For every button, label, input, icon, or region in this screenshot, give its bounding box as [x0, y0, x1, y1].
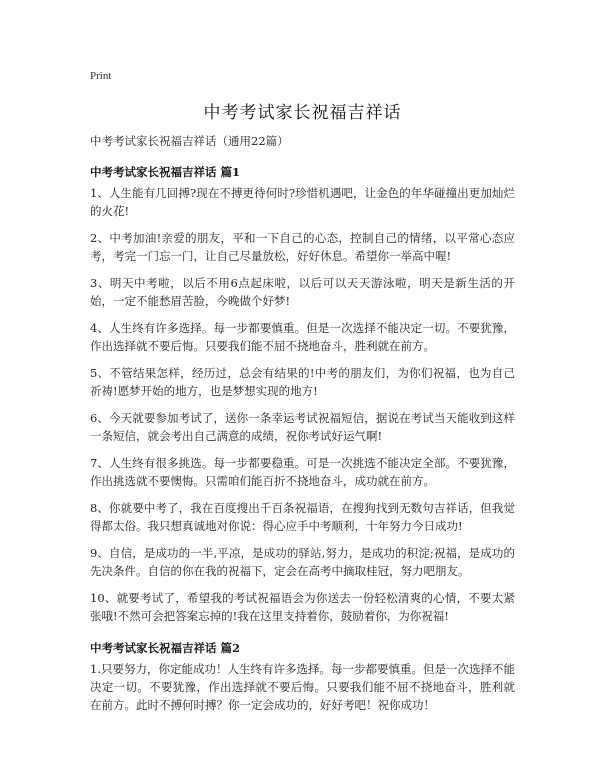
- paragraph-1-6: 6、今天就要参加考试了，送你一条幸运考试祝福短信，据说在考试当天能收到这样一条短信，就会考出自己满意的成绩，祝你考试好运气啊!: [90, 411, 515, 443]
- section-heading-1: 中考考试家长祝福吉祥话 篇1: [90, 165, 241, 179]
- paragraph-1-5: 5、不管结果怎样，经历过，总会有结果的!中考的朋友们，为你们祝福，也为自己祈祷!愿梦开始的地方，也是梦想实现的地方!: [90, 366, 515, 398]
- paragraph-1-3: 3、明天中考啦，以后不用6点起床啦，以后可以天天游泳啦，明天是新生活的开始，一定不能愁眉苦脸，今晚做个好梦!: [90, 276, 515, 308]
- paragraph-1-7: 7、人生终有很多挑选。每一步都要稳重。可是一次挑选不能决定全部。不要犹豫，作出挑选就不要懊悔。只需咱们能百折不挠地奋斗，成功就在前方。: [90, 456, 515, 488]
- section-heading-2: 中考考试家长祝福吉祥话 篇2: [90, 641, 241, 655]
- paragraph-2-1: 1.只要努力，你定能成功！人生终有许多选择。每一步都要慎重。但是一次选择不能决定一切。不要犹豫，作出选择就不要后悔。只要我们能不屈不挠地奋斗，胜利就在前方。此时不搏何时搏？你一定会成功的，好好考吧！祝你成功！: [90, 662, 515, 712]
- paragraph-1-2: 2、中考加油!亲爱的朋友，平和一下自己的心态，控制自己的情绪，以平常心态应考，考完一门忘一门，让自己尽量放松，好好休息。希望你一举高中喔!: [90, 231, 515, 263]
- paragraph-1-4: 4、人生终有许多选择。每一步都要慎重。但是一次选择不能决定一切。不要犹豫，作出选择就不要后悔。只要我们能不屈不挠地奋斗，胜利就在前方。: [90, 321, 515, 353]
- print-label[interactable]: Print: [90, 70, 112, 82]
- page-title: 中考考试家长祝福吉祥话: [203, 103, 402, 123]
- paragraph-1-8: 8、你就要中考了，我在百度搜出千百条祝福语，在搜狗找到无数句吉祥话，但我觉得都太俗。我只想真诚地对你说：得心应手中考顺利，十年努力今日成功!: [90, 501, 515, 533]
- document-subtitle: 中考考试家长祝福吉祥话（通用22篇）: [90, 134, 289, 148]
- paragraph-1-1: 1、人生能有几回搏?现在不搏更待何时?珍惜机遇吧，让金色的年华碰撞出更加灿烂的火花!: [90, 186, 515, 218]
- paragraph-1-9: 9、自信，是成功的一半,平凉，是成功的驿站,努力，是成功的积淀;祝福，是成功的先决条件。自信的你在我的祝福下，定会在高考中摘取桂冠，努力吧朋友。: [90, 546, 515, 578]
- paragraph-1-10: 10、就要考试了，希望我的考试祝福语会为你送去一份轻松清爽的心情，不要太紧张哦!不然可会把答案忘掉的!我在这里支持着你，鼓励着你，为你祝福!: [90, 591, 515, 623]
